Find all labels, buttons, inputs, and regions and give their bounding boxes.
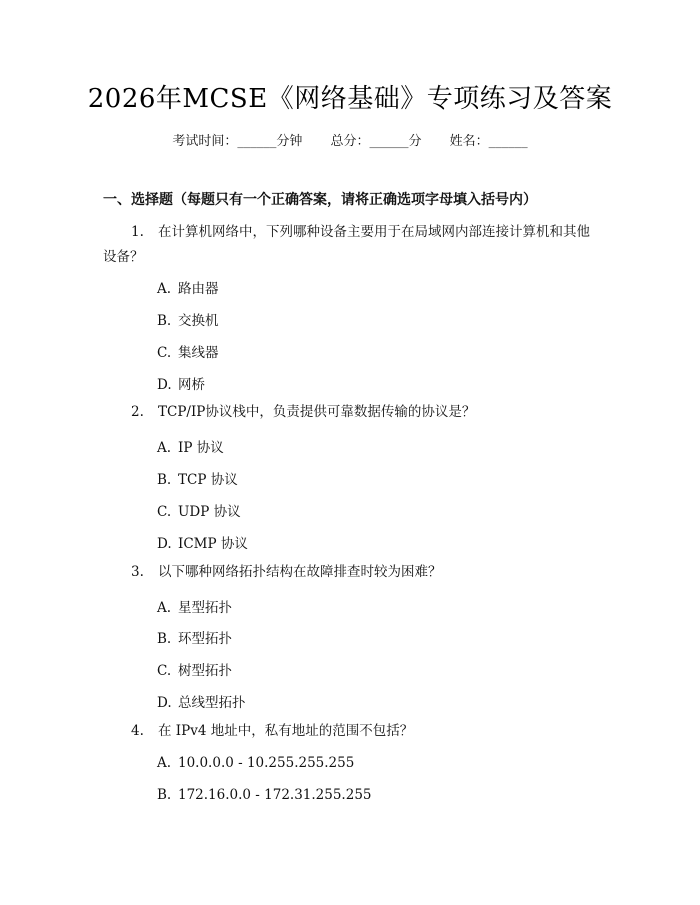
option-letter: B. xyxy=(157,631,172,647)
option-4b xyxy=(157,787,372,803)
option-letter: B. xyxy=(157,787,172,803)
option-text: 路由器 xyxy=(178,281,219,297)
option-text: 星型拓扑 xyxy=(178,600,232,616)
option-letter: A. xyxy=(157,755,172,771)
question-2 xyxy=(131,399,475,425)
option-letter: B. xyxy=(157,313,172,329)
option-3a xyxy=(157,596,232,616)
option-letter: D. xyxy=(157,377,172,393)
option-1c xyxy=(157,341,219,361)
option-2b xyxy=(157,468,238,488)
question-number: 3. xyxy=(131,564,144,580)
question-text: 以下哪种网络拓扑结构在故障排查时较为困难？ xyxy=(158,564,442,580)
option-letter: D. xyxy=(157,695,172,711)
option-4a xyxy=(157,755,354,771)
option-text: 交换机 xyxy=(178,313,219,329)
question-text: TCP/IP协议栈中，负责提供可靠数据传输的协议是？ xyxy=(158,404,476,420)
exam-time: 考试时间：______分钟 xyxy=(172,134,303,149)
question-number: 4. xyxy=(131,723,144,739)
option-letter: A. xyxy=(157,281,172,297)
exam-score: 总分：______分 xyxy=(330,134,422,149)
option-letter: C. xyxy=(157,504,172,520)
question-number: 1. xyxy=(131,224,144,240)
option-letter: C. xyxy=(157,345,172,361)
option-letter: A. xyxy=(157,600,172,616)
question-number: 2. xyxy=(131,404,144,420)
option-text: ICMP 协议 xyxy=(178,536,248,552)
exam-meta xyxy=(0,130,700,149)
option-letter: B. xyxy=(157,472,172,488)
exam-name: 姓名：______ xyxy=(449,134,528,149)
question-text: 在 IPv4 地址中，私有地址的范围不包括？ xyxy=(158,723,414,739)
question-text-continued: 设备？ xyxy=(103,249,144,265)
option-1d xyxy=(157,373,205,393)
option-text: 网桥 xyxy=(178,377,205,393)
option-2a xyxy=(157,436,224,456)
option-text: IP 协议 xyxy=(178,440,224,456)
option-2d xyxy=(157,532,248,552)
option-2c xyxy=(157,500,241,520)
option-letter: D. xyxy=(157,536,172,552)
option-text: TCP 协议 xyxy=(178,472,238,488)
option-letter: C. xyxy=(157,663,172,679)
option-text: 总线型拓扑 xyxy=(178,695,246,711)
question-3 xyxy=(131,559,442,585)
section-heading-choice: 一、选择题（每题只有一个正确答案，请将正确选项字母填入括号内） xyxy=(103,192,537,208)
option-3c xyxy=(157,659,232,679)
question-text: 在计算机网络中，下列哪种设备主要用于在局域网内部连接计算机和其他 xyxy=(158,224,590,240)
option-1b xyxy=(157,309,219,329)
option-3b xyxy=(157,627,232,647)
option-text: 环型拓扑 xyxy=(178,631,232,647)
option-1a xyxy=(157,277,219,297)
option-text: 集线器 xyxy=(178,345,219,361)
document-title: 2026年MCSE《网络基础》专项练习及答案 xyxy=(87,84,613,114)
option-text: 10.0.0.0 - 10.255.255.255 xyxy=(178,755,355,771)
option-text: UDP 协议 xyxy=(178,504,241,520)
option-3d xyxy=(157,691,246,711)
question-4 xyxy=(131,718,413,744)
option-text: 树型拓扑 xyxy=(178,663,232,679)
option-letter: A. xyxy=(157,440,172,456)
question-1 xyxy=(131,219,590,245)
option-text: 172.16.0.0 - 172.31.255.255 xyxy=(178,787,372,803)
